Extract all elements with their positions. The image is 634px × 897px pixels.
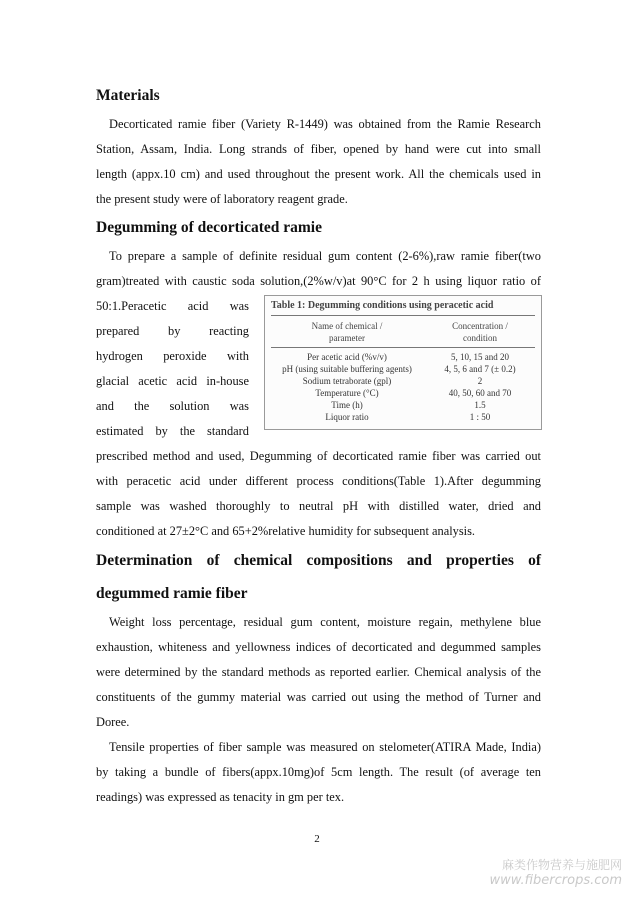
materials-line-2: Station, Assam, India. Long strands of fiber, opened by hand were cut into small (96, 142, 541, 156)
table-col1-header-line-1: Name of chemical / (311, 321, 383, 331)
table-cell-value: 2 (477, 376, 483, 386)
page-number: 2 (314, 833, 320, 845)
table-1 (264, 295, 542, 430)
degumming-heading: Degumming of decorticated ramie (96, 219, 322, 236)
degumming-wrap-line-5: and the solution was (96, 399, 249, 413)
table-header-rule (271, 347, 535, 348)
table-cell-param: Time (h) (331, 400, 363, 410)
table-cell-value: 5, 10, 15 and 20 (451, 352, 509, 362)
materials-heading: Materials (96, 87, 160, 104)
determination-p2-line-3: readings) was expressed as tenacity in gm per tex. (96, 790, 345, 804)
table-row (271, 412, 535, 422)
determination-p1-line-1: Weight loss percentage, residual gum content, moisture regain, methylene blue (109, 615, 541, 629)
table-cell-value: 1.5 (474, 400, 486, 410)
table-cell-value: 1 : 50 (469, 412, 491, 422)
watermark-chinese: 麻类作物营养与施肥网 (501, 858, 622, 872)
table-row (271, 352, 535, 362)
table-cell-value: 4, 5, 6 and 7 (± 0.2) (444, 364, 516, 374)
determination-p2-line-1: Tensile properties of fiber sample was measured on stelometer(ATIRA Made, India) (109, 740, 541, 754)
table-row (271, 388, 535, 398)
table-cell-value: 40, 50, 60 and 70 (448, 388, 512, 398)
degumming-after-line-2: with peracetic acid under different process conditions(Table 1).After degumming (96, 474, 541, 488)
watermark (489, 857, 622, 889)
determination-p1-line-5: Doree. (96, 715, 130, 729)
determination-heading-line-2: degummed ramie fiber (96, 585, 248, 602)
determination-p1-line-2: exhaustion, whiteness and yellowness indices of decorticated and degummed samples (96, 640, 541, 654)
table-col2-header-line-1: Concentration / (452, 321, 508, 331)
degumming-wrap-line-6: estimated by the standard (96, 424, 249, 438)
table-1-title: Table 1: Degumming conditions using peracetic acid (271, 300, 494, 311)
table-col1-header (271, 320, 423, 344)
degumming-line-1: To prepare a sample of definite residual gum content (2-6%),raw ramie fiber(two (109, 249, 541, 263)
determination-p1-line-3: were determined by the standard methods as reported earlier. Chemical analysis of the (96, 665, 541, 679)
table-cell-param: Liquor ratio (325, 412, 369, 422)
determination-heading-line-1: Determination of chemical compositions and properties of (96, 552, 541, 569)
table-col2-header (423, 320, 537, 344)
degumming-after-line-1: prescribed method and used, Degumming of decorticated ramie fiber was carried out (96, 449, 541, 463)
materials-line-4: the present study were of laboratory reagent grade. (96, 192, 348, 206)
degumming-line-2: gram)treated with caustic soda solution,(2%w/v)at 90°C for 2 h using liquor ratio of (96, 274, 541, 288)
watermark-url: www.fibercrops.com (489, 873, 622, 888)
table-cell-param: Sodium tetraborate (gpl) (302, 376, 392, 386)
materials-line-3: length (appx.10 cm) and used throughout the present work. All the chemicals used in (96, 167, 541, 181)
materials-line-1: Decorticated ramie fiber (Variety R-1449) was obtained from the Ramie Research (109, 117, 541, 131)
degumming-wrap-line-4: glacial acetic acid in-house (96, 374, 249, 388)
degumming-after-line-4: conditioned at 27±2°C and 65+2%relative humidity for subsequent analysis. (96, 524, 476, 538)
table-row (271, 364, 535, 374)
table-cell-param: pH (using suitable buffering agents) (282, 364, 412, 374)
table-top-rule (271, 315, 535, 316)
table-row (271, 400, 535, 410)
table-col1-header-line-2: parameter (329, 333, 365, 343)
determination-p2-line-2: by taking a bundle of fibers(appx.10mg)of 5cm length. The result (of average ten (96, 765, 541, 779)
table-col2-header-line-2: condition (463, 333, 497, 343)
determination-p1-line-4: constituents of the gummy material was carried out using the method of Turner and (96, 690, 541, 704)
table-cell-param: Per acetic acid (%v/v) (307, 352, 387, 362)
degumming-wrap-line-2: prepared by reacting (96, 324, 249, 338)
table-cell-param: Temperature (°C) (315, 388, 379, 398)
degumming-after-line-3: sample was washed thoroughly to neutral pH with distilled water, dried and (96, 499, 541, 513)
degumming-wrap-line-3: hydrogen peroxide with (96, 349, 249, 363)
degumming-wrap-line-1: 50:1.Peracetic acid was (96, 299, 249, 313)
table-row (271, 376, 535, 386)
